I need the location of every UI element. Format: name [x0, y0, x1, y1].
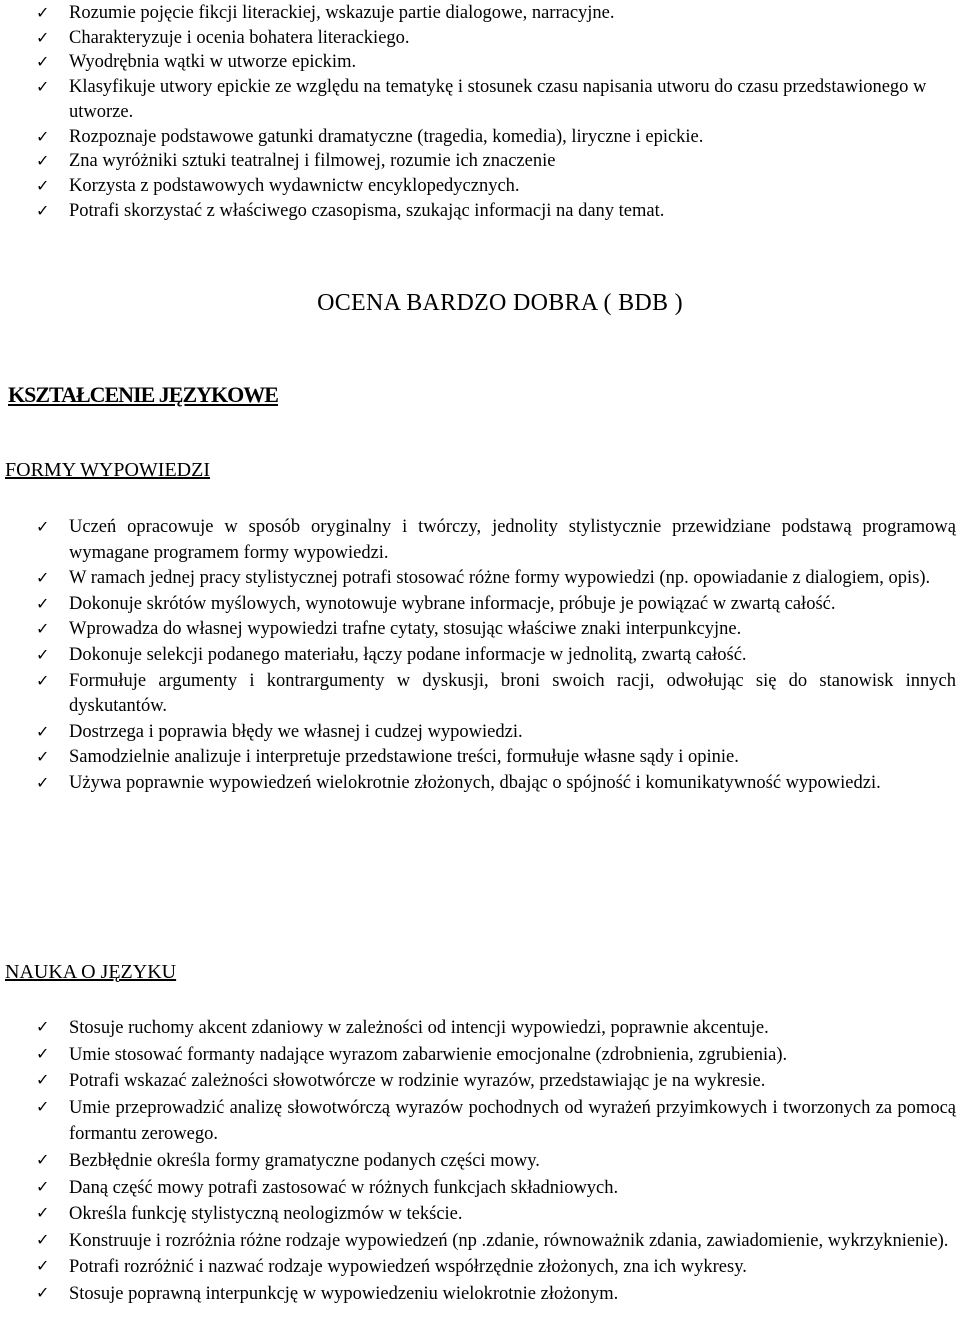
- checkmark-icon: ✓: [36, 670, 50, 690]
- list-item-text: Uczeń opracowuje w sposób oryginalny i twórczy, jednolity stylistycznie przewidziane podstawą programową wymagane programem formy wypowiedzi.: [69, 517, 956, 563]
- checkmark-icon: ✓: [36, 1096, 50, 1116]
- checkmark-icon: ✓: [36, 1149, 50, 1169]
- list-item-text: Daną część mowy potrafi zastosować w różnych funkcjach składniowych.: [69, 1177, 619, 1198]
- list-item-text: W ramach jednej pracy stylistycznej potrafi stosować różne formy wypowiedzi (np. opowiadanie z dialogiem, opis).: [69, 568, 931, 589]
- list-item: [0, 1254, 960, 1281]
- checkmark-icon: ✓: [36, 1256, 50, 1276]
- list-item: [0, 1281, 960, 1308]
- list-item: [0, 75, 960, 124]
- section-heading: KSZTAŁCENIE JĘZYKOWE: [8, 382, 278, 407]
- checkmark-icon: ✓: [36, 772, 50, 792]
- list-item: [0, 199, 960, 224]
- list-item: [0, 1148, 960, 1175]
- list-item-text: Umie stosować formanty nadające wyrazom zabarwienie emocjonalne (zdrobnienia, zgrubienia).: [69, 1044, 788, 1065]
- checkmark-icon: ✓: [36, 644, 50, 664]
- grade-heading: OCENA BARDZO DOBRA ( BDB ): [317, 290, 683, 316]
- list-item-text: Używa poprawnie wypowiedzeń wielokrotnie złożonych, dbając o spójność i komunikatywność wypowiedzi.: [69, 772, 881, 793]
- checkmark-icon: ✓: [36, 200, 50, 220]
- list-item-text: Charakteryzuje i ocenia bohatera literackiego.: [69, 27, 410, 48]
- checkmark-icon: ✓: [36, 1043, 50, 1063]
- checkmark-icon: ✓: [36, 1070, 50, 1090]
- checkmark-icon: ✓: [36, 175, 50, 195]
- list-item: [0, 1015, 960, 1042]
- list-item-text: Wyodrębnia wątki w utworze epickim.: [69, 52, 357, 73]
- list-item-text: Określa funkcję stylistyczną neologizmów w tekście.: [69, 1204, 463, 1225]
- list-item-text: Korzysta z podstawowych wydawnictw encyklopedycznych.: [69, 175, 520, 196]
- checkmark-icon: ✓: [36, 52, 50, 72]
- checkmark-icon: ✓: [36, 126, 50, 146]
- forms-heading: FORMY WYPOWIEDZI: [5, 459, 210, 481]
- list-item: [0, 26, 960, 51]
- checkmark-icon: ✓: [36, 1017, 50, 1036]
- list-item: [0, 1, 960, 26]
- list-item: [0, 720, 960, 746]
- checkmark-icon: ✓: [36, 27, 50, 47]
- checkmark-icon: ✓: [36, 619, 50, 639]
- list-item: [0, 515, 960, 566]
- checkmark-icon: ✓: [36, 1229, 50, 1249]
- checkmark-icon: ✓: [36, 1203, 50, 1223]
- list-item-text: Umie przeprowadzić analizę słowotwórczą wyrazów pochodnych od wyrażeń przyimkowych i tworzonych za pomocą formantu zerowego.: [69, 1097, 956, 1145]
- list-item: [0, 617, 960, 643]
- list-item: [0, 1042, 960, 1069]
- checkmark-icon: ✓: [36, 77, 50, 97]
- list-item: [0, 566, 960, 592]
- checkmark-icon: ✓: [36, 593, 50, 613]
- list-item: [0, 669, 960, 720]
- list-item-text: Wprowadza do własnej wypowiedzi trafne cytaty, stosując właściwe znaki interpunkcyjne.: [69, 619, 742, 640]
- list-item-text: Dostrzega i poprawia błędy we własnej i cudzej wypowiedzi.: [69, 721, 523, 742]
- list-item: [0, 745, 960, 771]
- list-item: [0, 149, 960, 174]
- language-heading: NAUKA O JĘZYKU: [5, 961, 177, 983]
- list-item: [0, 1068, 960, 1095]
- list-item: [0, 1201, 960, 1228]
- list-item-text: Formułuje argumenty i kontrargumenty w dyskusji, broni swoich racji, odwołując się do stanowisk innych dyskutantów.: [69, 670, 956, 717]
- list-item-text: Dokonuje skrótów myślowych, wynotowuje wybrane informacje, próbuje je powiązać w zwartą całość.: [69, 593, 836, 614]
- language-list: [0, 1015, 960, 1308]
- checkmark-icon: ✓: [36, 517, 50, 536]
- list-item: [0, 174, 960, 199]
- list-item: [0, 1175, 960, 1202]
- list-item-text: Stosuje poprawną interpunkcję w wypowiedzeniu wielokrotnie złożonym.: [69, 1283, 619, 1304]
- list-item-text: Stosuje ruchomy akcent zdaniowy w zależności od intencji wypowiedzi, poprawnie akcentuje.: [69, 1018, 769, 1038]
- list-item-text: Dokonuje selekcji podanego materiału, łączy podane informacje w jednolitą, zwartą całość.: [69, 644, 747, 665]
- checkmark-icon: ✓: [36, 747, 50, 767]
- list-item-text: Bezbłędnie określa formy gramatyczne podanych części mowy.: [69, 1150, 540, 1171]
- list-item-text: Potrafi rozróżnić i nazwać rodzaje wypowiedzeń współrzędnie złożonych, zna ich wykresy.: [69, 1257, 747, 1278]
- checkmark-icon: ✓: [36, 3, 50, 22]
- forms-list: [0, 515, 960, 797]
- list-item-text: Potrafi skorzystać z właściwego czasopisma, szukając informacji na dany temat.: [69, 200, 665, 221]
- list-item-text: Rozumie pojęcie fikcji literackiej, wskazuje partie dialogowe, narracyjne.: [69, 3, 615, 23]
- list-item: [0, 125, 960, 150]
- list-item-text: Potrafi wskazać zależności słowotwórcze w rodzinie wyrazów, przedstawiając je na wykresie.: [69, 1071, 766, 1092]
- list-item-text: Rozpoznaje podstawowe gatunki dramatyczne (tragedia, komedia), liryczne i epickie.: [69, 126, 704, 147]
- list-item-text: Samodzielnie analizuje i interpretuje przedstawione treści, formułuje własne sądy i opinie.: [69, 747, 739, 768]
- list-item: [0, 592, 960, 618]
- literature-skills-list: [0, 1, 960, 223]
- checkmark-icon: ✓: [36, 721, 50, 741]
- checkmark-icon: ✓: [36, 1282, 50, 1302]
- list-item-text: Zna wyróżniki sztuki teatralnej i filmowej, rozumie ich znaczenie: [69, 151, 556, 172]
- list-item-text: Konstruuje i rozróżnia różne rodzaje wypowiedzeń (np .zdanie, równoważnik zdania, zawiadomienie, wykrzyknienie).: [69, 1230, 949, 1251]
- list-item: [0, 1228, 960, 1255]
- list-item: [0, 643, 960, 669]
- list-item: [0, 771, 960, 797]
- list-item: [0, 1095, 960, 1148]
- list-item: [0, 50, 960, 75]
- checkmark-icon: ✓: [36, 151, 50, 171]
- list-item-text: Klasyfikuje utwory epickie ze względu na tematykę i stosunek czasu napisania utworu do czasu przedstawionego w utworze.: [69, 77, 927, 122]
- checkmark-icon: ✓: [36, 568, 50, 588]
- checkmark-icon: ✓: [36, 1176, 50, 1196]
